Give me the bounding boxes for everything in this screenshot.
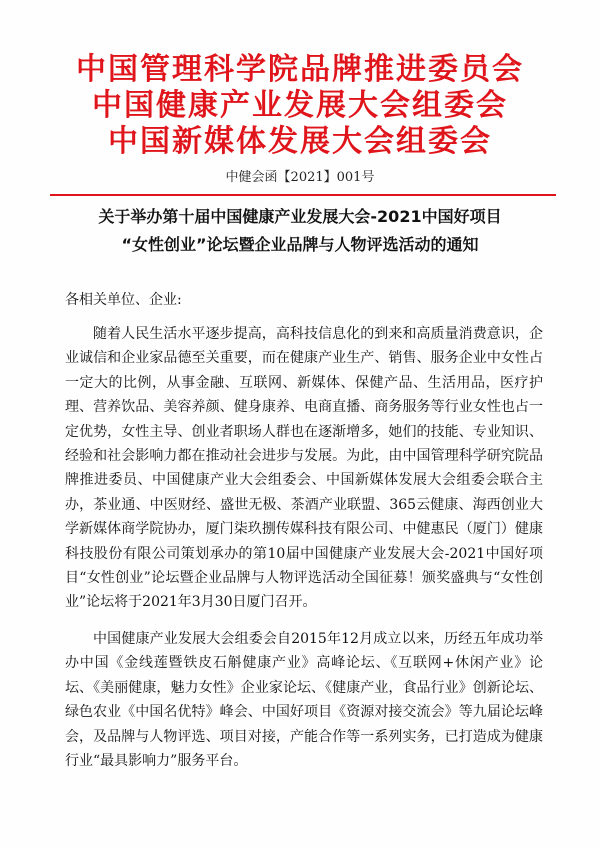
notice-title-line-2: “女性创业”论坛暨企业品牌与人物评选活动的通知 bbox=[121, 235, 479, 254]
letterhead-line-3: 中国新媒体发展大会组委会 bbox=[108, 124, 492, 159]
body-paragraph-1: 随着人民生活水平逐步提高，高科技信息化的到来和高质量消费意识，企业诚信和企业家品德至关重要，而在健康产业生产、销售、服务企业中女性占一定大的比例，从事金融、互联网、新媒体、保健产品、生活用品，医疗护理、营养饮品、美容养颜、健身康养、电商直播、商务服务等行业女性也占一定优势，女性主导、创业者职场人群也在逐渐增多，她们的技能、专业知识、经验和社会影响力都在推动社会进步与发展。为此，由中国管理科学研究院品牌推进委员、中国健康产业大会组委会、中国新媒体发展大会组委会联合主办，茶业通、中医财经、盛世无极、茶酒产业联盟、365云健康、海西创业大学新媒体商学院协办，厦门柒玖捌传媒科技有限公司、中健惠民（厦门）健康科技股份有限公司策划承办的第10届中国健康产业发展大会-2021中国好项目“女性创业”论坛暨企业品牌与人物评选活动全国征募！颁奖盛典与“女性创业”论坛将于2021年3月30日厦门召开。 bbox=[65, 326, 543, 611]
notice-title-line-1: 关于举办第十届中国健康产业发展大会-2021中国好项目 bbox=[98, 207, 502, 226]
red-divider-line bbox=[50, 194, 556, 196]
body-paragraph-2: 中国健康产业发展大会组委会自2015年12月成立以来，历经五年成功举办中国《金线莲暨铁皮石斛健康产业》高峰论坛、《互联网+休闲产业》论坛、《美丽健康，魅力女性》企业家论坛、《健康产业，食品行业》创新论坛、绿色农业《中国名优特》峰会、中国好项目《资源对接交流会》等九届论坛峰会，及品牌与人物评选、项目对接，产能合作等一系列实务，已打造成为健康行业“最具影响力”服务平台。 bbox=[65, 631, 543, 770]
document-number: 中健会函【2021】001号 bbox=[225, 170, 375, 185]
salutation: 各相关单位、企业: bbox=[65, 292, 182, 308]
letterhead-line-1: 中国管理科学院品牌推进委员会 bbox=[76, 52, 524, 87]
letterhead-line-2: 中国健康产业发展大会组委会 bbox=[92, 88, 508, 123]
